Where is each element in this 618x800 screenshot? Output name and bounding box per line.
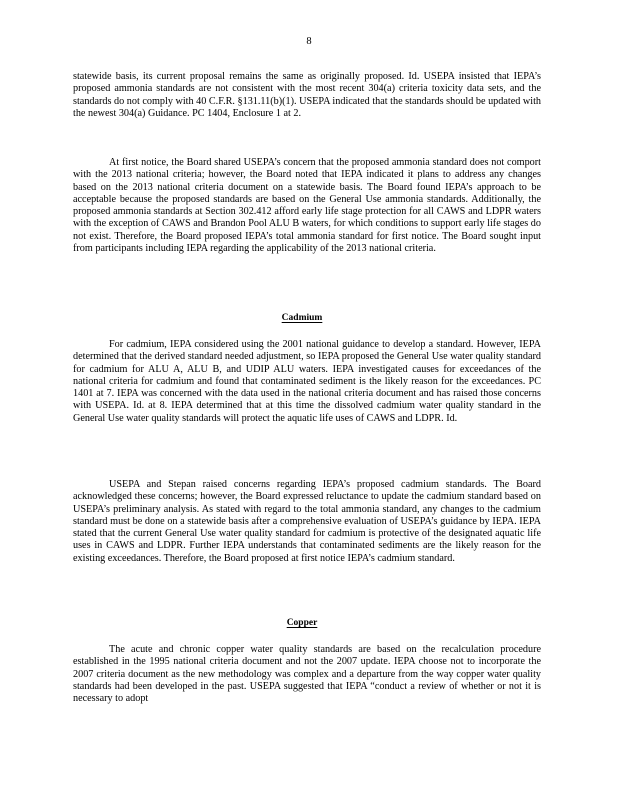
- cadmium-heading-text: Cadmium: [281, 313, 323, 323]
- paragraph-cadmium-iepa: For cadmium, IEPA considered using the 2001 national guidance to develop a standard. However, IEPA determined that the derived standard needed adjustment, so IEPA proposed the General Use water quality standard for cadmium for ALU A, ALU B, and UDIP ALU waters. IEPA investigated causes for exceedances of the national criteria for cadmium and found that contaminated sediment is the likely reason for the exceedances. PC 1401 at 7. IEPA was concerned with the data used in the national criteria document and has raised those concerns with USEPA. Id. at 8. IEPA determined that at this time the dissolved cadmium water quality standard in the General Use water quality standards will protect the aquatic life uses of CAWS and LDPR. Id.: [73, 339, 541, 424]
- paragraph-usepa-ammonia-comments: statewide basis, its current proposal remains the same as originally proposed. Id. USEPA insisted that IEPA’s proposed ammonia standards are not consistent with the most recent 304(a) criteria toxicity data sets, and the standards do not comply with 40 C.F.R. §131.11(b)(1). USEPA indicated that the standards should be updated with the newest 304(a) Guidance. PC 1404, Enclosure 1 at 2.: [73, 71, 541, 119]
- section-heading-copper: [73, 617, 541, 631]
- paragraph-cadmium-concerns: USEPA and Stepan raised concerns regarding IEPA’s proposed cadmium standards. The Board acknowledged these concerns; however, the Board expressed reluctance to update the cadmium standard based on USEPA’s preliminary analysis. As stated with regard to the total ammonia standard, any changes to the cadmium standard must be done on a statewide basis after a comprehensive evaluation of USEPA’s guidance by IEPA. IEPA stated that the current General Use water quality standard for cadmium is protective of the designated aquatic life uses in CAWS and LDPR. Further IEPA understands that contaminated sediments are the likely reason for the existing exceedances. Therefore, the Board proposed at first notice IEPA’s cadmium standard.: [73, 479, 541, 564]
- section-heading-cadmium: [73, 312, 541, 326]
- paragraph-first-notice-ammonia: At first notice, the Board shared USEPA’s concern that the proposed ammonia standard does not comport with the 2013 national criteria; however, the Board noted that IEPA indicated it plans to address any changes based on the 2013 national criteria document on a statewide basis. The Board found IEPA’s approach to be acceptable because the proposed standards are based on the General Use ammonia standards. Additionally, the proposed ammonia standards at Section 302.412 afford early life stage protection for all CAWS and LDPR waters with the exception of CAWS and Brandon Pool ALU B waters, for which conditions to support early life stages do not exist. Therefore, the Board proposed IEPA’s total ammonia standard for first notice. The Board sought input from participants including IEPA regarding the applicability of the 2013 national criteria.: [73, 157, 541, 255]
- paragraph-copper-standards: The acute and chronic copper water quality standards are based on the recalculation procedure established in the 1995 national criteria document and not the 2007 update. IEPA choose not to incorporate the 2007 criteria document as the new methodology was complex and a departure from the way copper water quality standards had been developed in the past. USEPA suggested that IEPA “conduct a review of whether or not it is necessary to adopt: [73, 644, 541, 705]
- page-number: 8: [306, 36, 312, 47]
- copper-heading-text: Copper: [286, 618, 318, 628]
